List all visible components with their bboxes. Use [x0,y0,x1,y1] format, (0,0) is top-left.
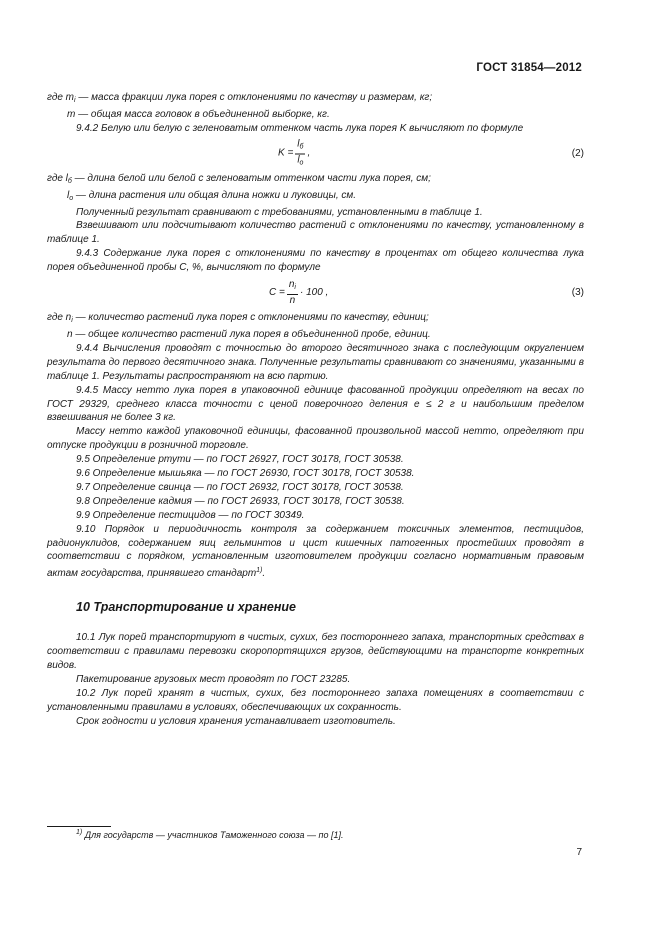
para-9-4-2: 9.4.2 Белую или белую с зеленоватым оттенком часть лука порея K вычисляют по формуле [76,122,524,134]
formula-3-denominator: n [289,295,296,307]
para-9-5: 9.5 Определение ртути — по ГОСТ 26927, ГОСТ 30178, ГОСТ 30538. [76,454,404,466]
footnote [76,829,344,840]
formula-3-fraction [287,279,298,307]
formula-2 [47,136,584,172]
para-shelf-life: Срок годности и условия хранения устанавливает изготовитель. [76,715,396,727]
where-m-line: m — общая масса головок в объединенной выборке, кг. [67,108,330,120]
formula-2-expression [278,138,310,169]
formula-2-tail: , [307,147,311,159]
formula-3-lhs: C = [269,287,285,299]
para-9-10: 9.10 Порядок и периодичность контроля за содержанием токсичных элементов, пестицидов, радионуклидов, содержанием яиц гельминтов и цист кишечных патогенных простейших проводят в соответствии с порядком, установленным изготовителем продукции согласно нормативным правовым актам государства, принявшего стандарт$^{1)}$. [47,523,584,580]
formula-3-number: (3) [571,287,584,299]
para-9-9: 9.9 Определение пестицидов — по ГОСТ 30349. [76,509,305,521]
where-n-line: n — общее количество растений лука порея в объединенной пробе, единиц. [67,328,431,340]
formula-3-numerator: $n_i$ [287,279,298,295]
para-weigh: Взвешивают или подсчитывают количество растений с отклонениями по качеству, установленному в таблице 1. [47,220,584,246]
where-mi-text: — масса фракции лука порея с отклонениями по качеству и размерам, кг; [75,92,433,103]
mi-subscript: i [74,97,76,104]
section-10-heading: 10 Транспортирование и хранение [76,600,296,615]
where-lo-line: $l_о$ — длина растения или общая длина ножки и луковицы, см. [67,189,357,202]
doc-id-header: ГОСТ 31854—2012 [476,62,582,74]
para-9-6: 9.6 Определение мышьяка — по ГОСТ 26930, ГОСТ 30178, ГОСТ 30538. [76,468,415,480]
formula-2-number: (2) [571,147,584,159]
formula-3-tail: · 100 , [299,287,329,299]
para-9-4-3: 9.4.3 Содержание лука порея с отклонениями по качеству в процентах от общего количества лука порея объединенной пробы С, %, вычисляют по формуле [47,248,584,274]
para-9-4-5: 9.4.5 Массу нетто лука порея в упаковочной единице фасованной продукции определяют на весах по ГОСТ 29329, среднего класса точности с ценой поверочного деления е ≤ 2 г и наибольшим пределом взвешивания не более 3 кг. [47,384,584,424]
formula-3 [47,275,584,311]
formula-2-denominator: $l_о$ [297,154,304,167]
para-9-7: 9.7 Определение свинца — по ГОСТ 26932, ГОСТ 30178, ГОСТ 30538. [76,481,404,493]
formula-3-expression [269,279,328,307]
where-ni-line: где $n_i$ — количество растений лука порея с отклонениями по качеству, единиц; [47,312,429,325]
where-mi-line [47,91,584,108]
formula-2-fraction [295,138,305,169]
para-9-8: 9.8 Определение кадмия — по ГОСТ 26933, ГОСТ 30178, ГОСТ 30538. [76,495,405,507]
para-result-compare: Полученный результат сравнивают с требованиями, установленными в таблице 1. [76,206,483,218]
para-10-2: 10.2 Лук порей хранят в чистых, сухих, без постороннего запаха помещениях в соответствии с установленными правилами в условиях, обеспечивающих их сохранность. [47,687,584,713]
where-lb-line: где $l_б$ — длина белой или белой с зеленоватым оттенком части лука порея, см; [47,172,431,185]
footnote-mark: 1) [76,829,83,836]
footnote-divider [47,826,111,827]
para-9-4-4: 9.4.4 Вычисления проводят с точностью до второго десятичного знака с последующим округлением результата до первого десятичного знака. Полученные результаты сравнивают со значениями, указанными в таблице 1. Результаты распространяют на всю партию. [47,342,584,382]
where-mi-prefix: где m [47,92,75,103]
formula-2-lhs: K = [278,147,294,159]
para-10-1: 10.1 Лук порей транспортируют в чистых, сухих, без постороннего запаха, транспортных средствах в соответствии с правилами перевозки скоропортящихся грузов, действующими на транспорте конкретных видов. [47,632,584,671]
page-number: 7 [576,847,582,858]
formula-2-numerator: $l_б$ [295,138,305,154]
footnote-text: Для государств — участников Таможенного союза — по [1]. [82,830,344,840]
para-net-mass: Массу нетто каждой упаковочной единицы, фасованной произвольной массой нетто, определяют при отпуске продукции в розничной торговле. [47,426,584,452]
footnote-ref: 1) [256,567,263,575]
document-body [47,91,584,729]
para-packaging: Пакетирование грузовых мест проводят по ГОСТ 23285. [76,673,351,685]
